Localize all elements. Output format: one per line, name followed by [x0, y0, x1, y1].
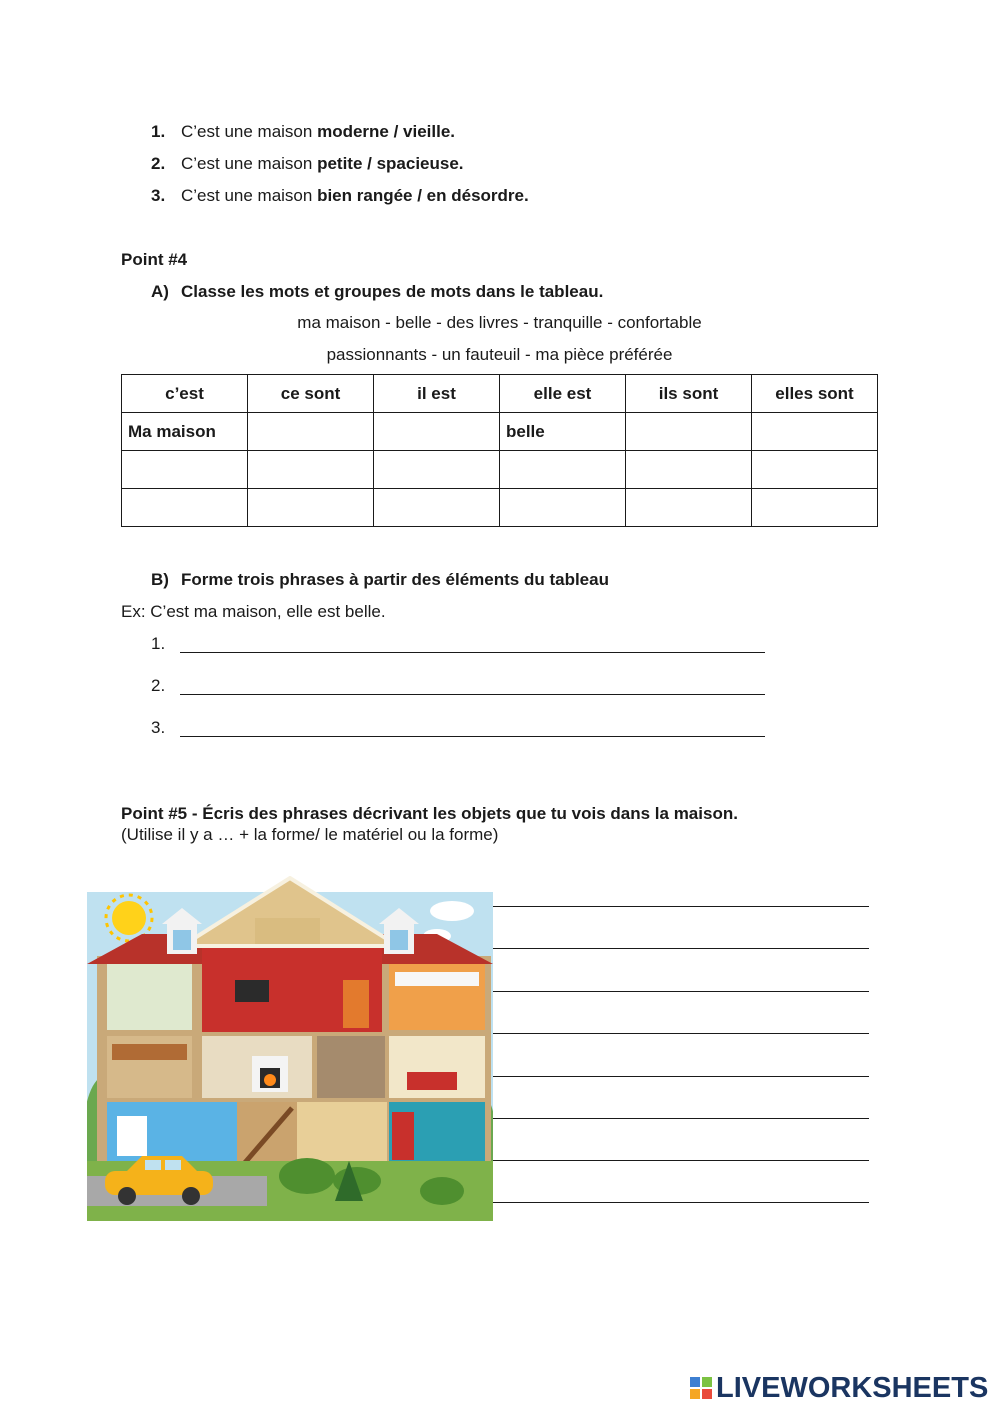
- list-number: 3.: [151, 186, 166, 205]
- answer-line[interactable]: [180, 694, 765, 695]
- example-sentence: Ex: C’est ma maison, elle est belle.: [121, 602, 386, 621]
- answer-line[interactable]: [493, 906, 869, 907]
- point5-title: Point #5 - Écris des phrases décrivant les objets que tu vois dans la maison.: [121, 804, 738, 823]
- point4-b-label: B): [151, 570, 169, 589]
- liveworksheets-logo: LIVEWORKSHEETS: [716, 1372, 989, 1404]
- table-row: [122, 451, 878, 489]
- table-cell[interactable]: [374, 451, 500, 489]
- answer-line[interactable]: [493, 948, 869, 949]
- table-header: elles sont: [752, 375, 878, 413]
- table-cell[interactable]: [122, 451, 248, 489]
- table-header: c’est: [122, 375, 248, 413]
- table-row: [122, 413, 878, 451]
- list-item-text: C’est une maison: [181, 186, 318, 205]
- table-cell[interactable]: [626, 451, 752, 489]
- answer-number: 1.: [151, 634, 166, 653]
- answer-number: 3.: [151, 718, 166, 737]
- table-cell[interactable]: [500, 489, 626, 527]
- word-bank-line-1: ma maison - belle - des livres - tranquille - confortable: [297, 313, 702, 332]
- point4-title: Point #4: [121, 250, 188, 269]
- table-cell[interactable]: [248, 489, 374, 527]
- answer-line[interactable]: [493, 1160, 869, 1161]
- list-item-choice: moderne / vieille.: [317, 122, 456, 141]
- table-header: elle est: [500, 375, 626, 413]
- point4-a-label: A): [151, 282, 169, 301]
- table-cell[interactable]: [752, 451, 878, 489]
- word-bank-line-2: passionnants - un fauteuil - ma pièce préférée: [326, 345, 673, 364]
- table-header-row: [122, 375, 878, 413]
- liveworksheets-logo-icon: [690, 1377, 712, 1399]
- table-cell[interactable]: [374, 413, 500, 451]
- list-item-choice: bien rangée / en désordre.: [317, 186, 529, 205]
- list-number: 2.: [151, 154, 166, 173]
- table-header: ils sont: [626, 375, 752, 413]
- table-cell[interactable]: [248, 451, 374, 489]
- list-item-choice: petite / spacieuse.: [317, 154, 464, 173]
- table-cell[interactable]: [122, 489, 248, 527]
- list-number: 1.: [151, 122, 166, 141]
- table-cell[interactable]: [248, 413, 374, 451]
- table-cell[interactable]: belle: [500, 413, 626, 451]
- list-item: [181, 186, 529, 206]
- table-cell[interactable]: [752, 489, 878, 527]
- table-cell[interactable]: [752, 413, 878, 451]
- table-cell[interactable]: [374, 489, 500, 527]
- table-header: il est: [374, 375, 500, 413]
- answer-line[interactable]: [493, 1076, 869, 1077]
- table-cell[interactable]: [626, 489, 752, 527]
- answer-number: 2.: [151, 676, 166, 695]
- house-illustration: [87, 876, 493, 1221]
- table-cell[interactable]: [500, 451, 626, 489]
- point4-a-instruction: Classe les mots et groupes de mots dans le tableau.: [181, 282, 604, 301]
- table-cell[interactable]: Ma maison: [122, 413, 248, 451]
- answer-line[interactable]: [493, 1118, 869, 1119]
- table-row: [122, 489, 878, 527]
- table-header: ce sont: [248, 375, 374, 413]
- list-item-text: C’est une maison: [181, 122, 318, 141]
- list-item-text: C’est une maison: [181, 154, 318, 173]
- answer-line[interactable]: [493, 991, 869, 992]
- answer-line[interactable]: [180, 736, 765, 737]
- classification-table: [121, 374, 878, 527]
- table-cell[interactable]: [626, 413, 752, 451]
- answer-line[interactable]: [493, 1033, 869, 1034]
- point4-b-instruction: Forme trois phrases à partir des éléments du tableau: [181, 570, 609, 589]
- answer-line[interactable]: [180, 652, 765, 653]
- answer-line[interactable]: [493, 1202, 869, 1203]
- point5-subtitle: (Utilise il y a … + la forme/ le matériel ou la forme): [121, 825, 499, 844]
- list-item: [181, 154, 464, 174]
- list-item: [181, 122, 455, 142]
